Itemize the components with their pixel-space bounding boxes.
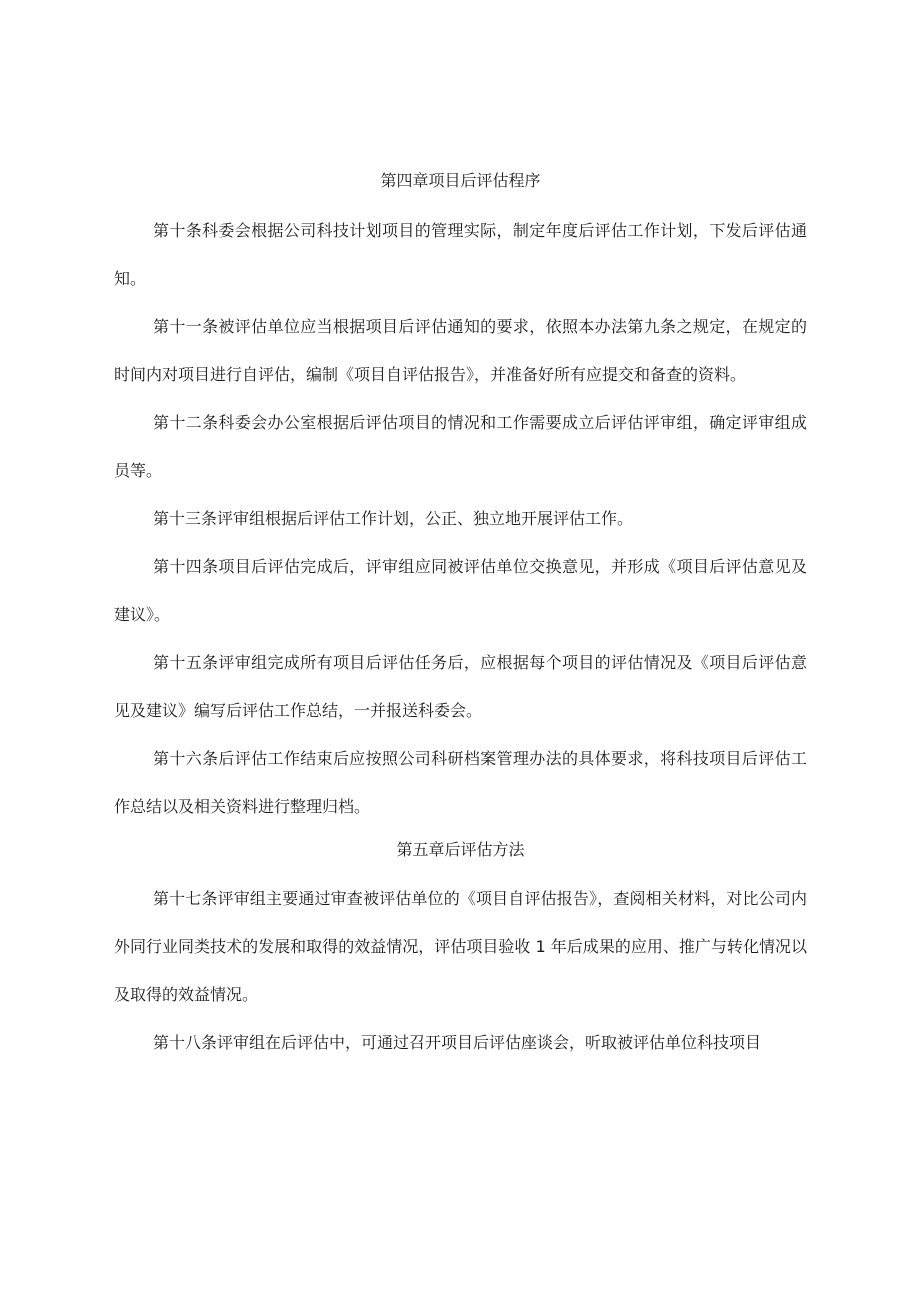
article-13: 第十三条评审组根据后评估工作计划，公正、独立地开展评估工作。 xyxy=(153,509,634,528)
article-17: 第十七条评审组主要通过审查被评估单位的《项目自评估报告》，查阅相关材料，对比公司内外同行业同类技术的发展和取得的效益情况，评估项目验收 1 年后成果的应用、推广与转化情况以及取得的效益情况。 xyxy=(114,889,807,1004)
article-18: 第十八条评审组在后评估中，可通过召开项目后评估座谈会，听取被评估单位科技项目 xyxy=(153,1033,762,1052)
chapter-4-title: 第四章项目后评估程序 xyxy=(380,171,541,190)
article-12: 第十二条科委会办公室根据后评估项目的情况和工作需要成立后评估评审组，确定评审组成员等。 xyxy=(114,413,807,480)
article-15: 第十五条评审组完成所有项目后评估任务后，应根据每个项目的评估情况及《项目后评估意见及建议》编写后评估工作总结，一并报送科委会。 xyxy=(114,653,807,720)
chapter-5-title: 第五章后评估方法 xyxy=(396,840,525,859)
article-11: 第十一条被评估单位应当根据项目后评估通知的要求，依照本办法第九条之规定，在规定的时间内对项目进行自评估，编制《项目自评估报告》，并准备好所有应提交和备查的资料。 xyxy=(114,317,807,384)
article-16: 第十六条后评估工作结束后应按照公司科研档案管理办法的具体要求，将科技项目后评估工作总结以及相关资料进行整理归档。 xyxy=(114,749,807,816)
article-14: 第十四条项目后评估完成后，评审组应同被评估单位交换意见，并形成《项目后评估意见及建议》。 xyxy=(114,557,807,624)
document-body xyxy=(114,166,807,1067)
article-10: 第十条科委会根据公司科技计划项目的管理实际，制定年度后评估工作计划，下发后评估通知。 xyxy=(114,221,807,288)
